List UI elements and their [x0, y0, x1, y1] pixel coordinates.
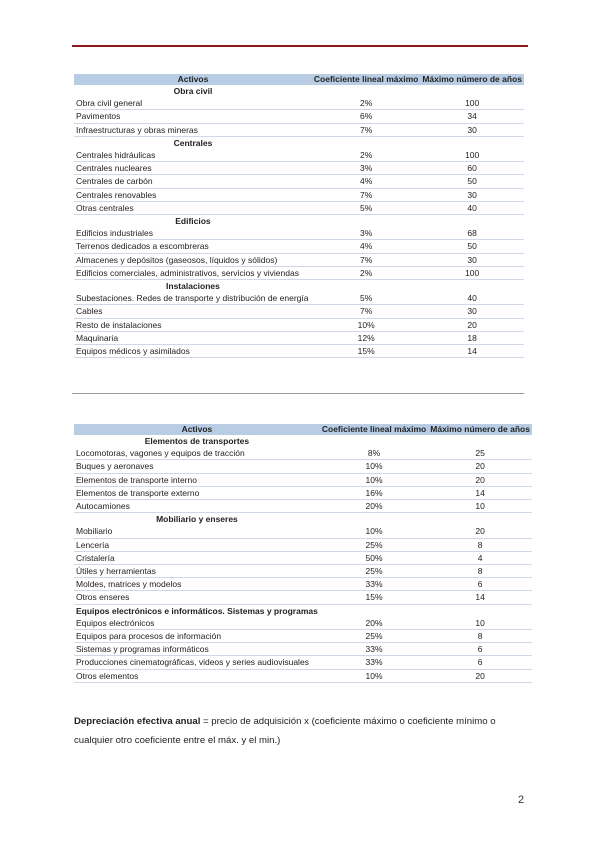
years-value: 40: [420, 292, 524, 305]
years-value: 6: [428, 656, 532, 669]
years-value: 40: [420, 201, 524, 214]
coef-value: 10%: [320, 460, 428, 473]
years-value: 6: [428, 643, 532, 656]
asset-name: Pavimentos: [74, 110, 312, 123]
table-row: [74, 123, 524, 136]
coef-value: 50%: [320, 551, 428, 564]
table-header-row: [74, 74, 524, 85]
coef-value: 8%: [320, 447, 428, 460]
section-row: [74, 215, 524, 228]
years-value: 30: [420, 123, 524, 136]
asset-name: Equipos electrónicos: [74, 617, 320, 630]
empty-cell: [428, 435, 532, 447]
asset-name: Locomotoras, vagones y equipos de tracción: [74, 447, 320, 460]
asset-name: Elementos de transporte interno: [74, 473, 320, 486]
asset-name: Infraestructuras y obras mineras: [74, 123, 312, 136]
coef-value: 20%: [320, 500, 428, 513]
table-row: [74, 318, 524, 331]
header-activos: Activos: [74, 74, 312, 85]
coef-value: 10%: [320, 525, 428, 538]
table-row: [74, 292, 524, 305]
section-label: Mobiliario y enseres: [156, 514, 238, 525]
formula-text: = precio de adquisición x (coeficiente máximo o coeficiente mínimo o cualquier otro coeficiente entre el máx. y el min.): [74, 716, 496, 746]
asset-name: Equipos para procesos de información: [74, 630, 320, 643]
asset-name: Otros elementos: [74, 669, 320, 682]
coef-value: 25%: [320, 538, 428, 551]
coef-value: 2%: [312, 97, 420, 110]
coef-value: 15%: [320, 591, 428, 604]
asset-name: Equipos médicos y asimilados: [74, 345, 312, 358]
years-value: 30: [420, 188, 524, 201]
years-value: 8: [428, 630, 532, 643]
asset-name: Terrenos dedicados a escombreras: [74, 240, 312, 253]
asset-name: Moldes, matrices y modelos: [74, 578, 320, 591]
empty-cell: [420, 136, 524, 149]
years-value: 30: [420, 253, 524, 266]
table-row: [74, 656, 532, 669]
years-value: 18: [420, 331, 524, 344]
depreciation-table-1: [74, 74, 524, 358]
table-row: [74, 565, 532, 578]
empty-cell: [320, 604, 428, 617]
years-value: 10: [428, 500, 532, 513]
table-row: [74, 643, 532, 656]
coef-value: 33%: [320, 578, 428, 591]
years-value: 34: [420, 110, 524, 123]
coef-value: 5%: [312, 201, 420, 214]
coef-value: 7%: [312, 253, 420, 266]
years-value: 20: [428, 669, 532, 682]
asset-name: Obra civil general: [74, 97, 312, 110]
table-row: [74, 538, 532, 551]
coef-value: 6%: [312, 110, 420, 123]
years-value: 60: [420, 162, 524, 175]
section-row: [74, 136, 524, 149]
years-value: 20: [428, 460, 532, 473]
years-value: 14: [420, 345, 524, 358]
section-label: Obra civil: [173, 86, 213, 96]
asset-name: Elementos de transporte externo: [74, 486, 320, 499]
years-value: 14: [428, 486, 532, 499]
table-row: [74, 266, 524, 279]
header-activos: Activos: [74, 424, 320, 435]
asset-name: Mobiliario: [74, 525, 320, 538]
years-value: 100: [420, 266, 524, 279]
years-value: 20: [420, 318, 524, 331]
asset-name: Edificios industriales: [74, 227, 312, 240]
section-row: [74, 435, 532, 447]
table-row: [74, 188, 524, 201]
years-value: 20: [428, 473, 532, 486]
header-rule: [72, 45, 528, 47]
section-label: Edificios: [175, 216, 211, 227]
table-row: [74, 617, 532, 630]
table-row: [74, 500, 532, 513]
asset-name: Centrales nucleares: [74, 162, 312, 175]
section-label: Elementos de transportes: [144, 436, 250, 446]
coef-value: 25%: [320, 630, 428, 643]
section-label: Equipos electrónicos e informáticos. Sistemas y programas: [76, 605, 318, 616]
years-value: 25: [428, 447, 532, 460]
empty-cell: [312, 136, 420, 149]
table-row: [74, 630, 532, 643]
coef-value: 2%: [312, 149, 420, 162]
section-label: Centrales: [173, 137, 213, 148]
asset-name: Resto de instalaciones: [74, 318, 312, 331]
empty-cell: [420, 215, 524, 228]
years-value: 20: [428, 525, 532, 538]
asset-name: Almacenes y depósitos (gaseosos, líquidos y sólidos): [74, 253, 312, 266]
coef-value: 33%: [320, 643, 428, 656]
table-row: [74, 227, 524, 240]
table-row: [74, 669, 532, 682]
asset-name: Centrales hidráulicas: [74, 149, 312, 162]
table-row: [74, 162, 524, 175]
coef-value: 10%: [320, 473, 428, 486]
empty-cell: [312, 85, 420, 97]
asset-name: Maquinaria: [74, 331, 312, 344]
coef-value: 7%: [312, 123, 420, 136]
section-row: [74, 513, 532, 526]
asset-name: Sistemas y programas informáticos: [74, 643, 320, 656]
table-row: [74, 525, 532, 538]
coef-value: 10%: [320, 669, 428, 682]
years-value: 4: [428, 551, 532, 564]
section-label: Instalaciones: [166, 281, 220, 292]
formula-paragraph: [74, 712, 534, 750]
table-row: [74, 305, 524, 318]
asset-name: Producciones cinematográficas, videos y series audiovisuales: [74, 656, 320, 669]
coef-value: 15%: [312, 345, 420, 358]
coef-value: 20%: [320, 617, 428, 630]
coef-value: 5%: [312, 292, 420, 305]
table-row: [74, 240, 524, 253]
asset-name: Centrales renovables: [74, 188, 312, 201]
table-row: [74, 578, 532, 591]
years-value: 100: [420, 149, 524, 162]
table-row: [74, 486, 532, 499]
coef-value: 7%: [312, 188, 420, 201]
page-number: 2: [518, 794, 525, 806]
years-value: 8: [428, 565, 532, 578]
asset-name: Cables: [74, 305, 312, 318]
table-row: [74, 175, 524, 188]
empty-cell: [420, 280, 524, 293]
coef-value: 12%: [312, 331, 420, 344]
empty-cell: [312, 215, 420, 228]
empty-cell: [420, 85, 524, 97]
years-value: 8: [428, 538, 532, 551]
asset-name: Otros enseres: [74, 591, 320, 604]
empty-cell: [428, 513, 532, 526]
table-row: [74, 331, 524, 344]
formula-term: Depreciación efectiva anual: [74, 716, 201, 727]
years-value: 100: [420, 97, 524, 110]
table-row: [74, 110, 524, 123]
years-value: 50: [420, 240, 524, 253]
asset-name: Subestaciones. Redes de transporte y distribución de energía: [74, 292, 312, 305]
coef-value: 16%: [320, 486, 428, 499]
asset-name: Útiles y herramientas: [74, 565, 320, 578]
section-row: [74, 604, 532, 617]
table-row: [74, 460, 532, 473]
table-row: [74, 591, 532, 604]
table-row: [74, 473, 532, 486]
separator-rule: [72, 393, 524, 394]
asset-name: Centrales de carbón: [74, 175, 312, 188]
table-header-row: [74, 424, 532, 435]
header-max-years: Máximo número de años: [430, 424, 530, 434]
coef-value: 33%: [320, 656, 428, 669]
table-row: [74, 253, 524, 266]
coef-value: 4%: [312, 240, 420, 253]
years-value: 10: [428, 617, 532, 630]
coef-value: 3%: [312, 162, 420, 175]
years-value: 68: [420, 227, 524, 240]
asset-name: Autocamiones: [74, 500, 320, 513]
table-row: [74, 551, 532, 564]
years-value: 30: [420, 305, 524, 318]
asset-name: Buques y aeronaves: [74, 460, 320, 473]
table-row: [74, 447, 532, 460]
section-row: [74, 85, 524, 97]
table-row: [74, 201, 524, 214]
coef-value: 2%: [312, 266, 420, 279]
asset-name: Cristalería: [74, 551, 320, 564]
table-row: [74, 97, 524, 110]
coef-value: 3%: [312, 227, 420, 240]
empty-cell: [320, 513, 428, 526]
asset-name: Otras centrales: [74, 201, 312, 214]
coef-value: 4%: [312, 175, 420, 188]
header-max-years: Máximo número de años: [422, 74, 522, 84]
empty-cell: [312, 280, 420, 293]
asset-name: Edificios comerciales, administrativos, servicios y viviendas: [74, 266, 312, 279]
years-value: 6: [428, 578, 532, 591]
section-row: [74, 280, 524, 293]
empty-cell: [320, 435, 428, 447]
table-row: [74, 149, 524, 162]
coef-value: 10%: [312, 318, 420, 331]
years-value: 14: [428, 591, 532, 604]
years-value: 50: [420, 175, 524, 188]
header-coeficiente: Coeficiente lineal máximo: [313, 74, 419, 84]
header-coeficiente: Coeficiente lineal máximo: [321, 424, 427, 434]
empty-cell: [428, 604, 532, 617]
coef-value: 25%: [320, 565, 428, 578]
coef-value: 7%: [312, 305, 420, 318]
asset-name: Lencería: [74, 538, 320, 551]
table-row: [74, 345, 524, 358]
depreciation-table-2: [74, 424, 532, 683]
